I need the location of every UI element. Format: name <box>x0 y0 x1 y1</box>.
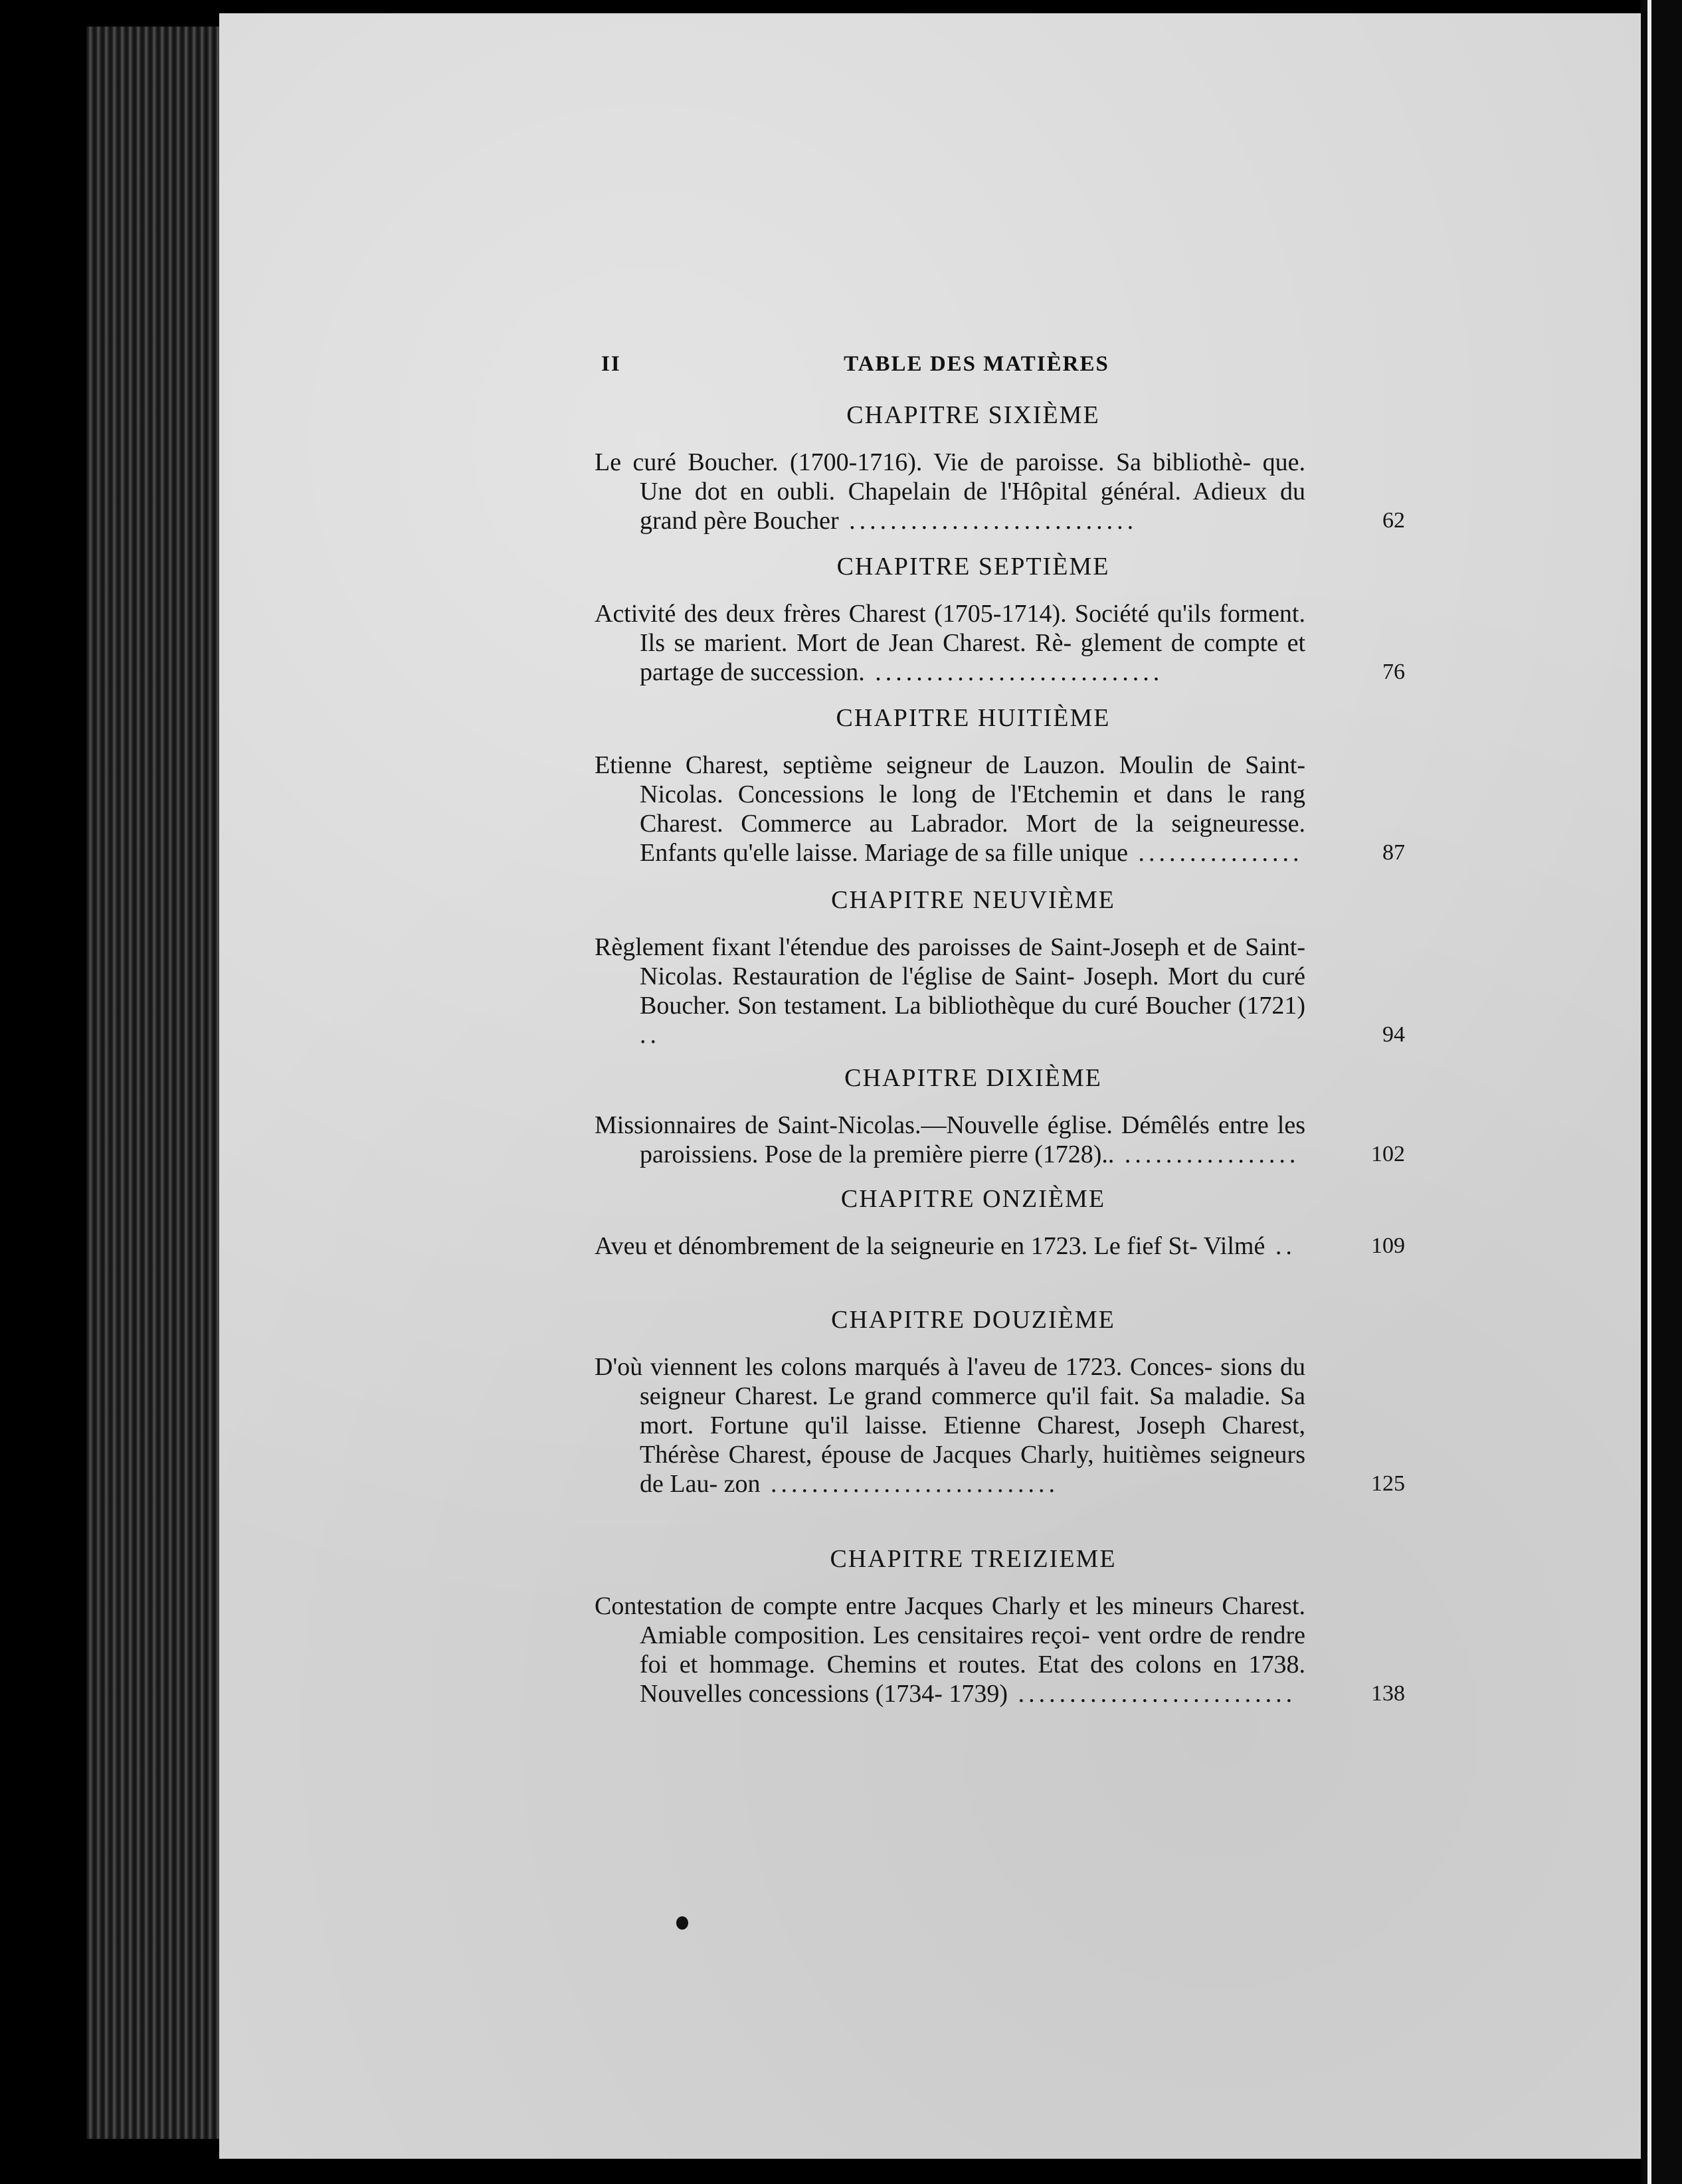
chapter-heading: CHAPITRE TREIZIEME <box>830 1545 1117 1573</box>
summary-line: vent ordre de rendre foi et hommage. Chemins et routes. <box>640 1621 1306 1679</box>
next-page-edge <box>1647 0 1651 2184</box>
page-number: 62 <box>1382 508 1405 533</box>
summary-line: Etienne Charest, septième seigneur de Lauzon. Moulin de <box>595 751 1232 779</box>
summary-line: fait. Sa maladie. Sa mort. Fortune qu'il laisse. <box>640 1382 1306 1439</box>
chapter-heading: CHAPITRE DOUZIÈME <box>831 1306 1115 1334</box>
dot-leader: ............................ <box>838 507 1138 535</box>
chapter-summary <box>595 448 1405 535</box>
summary-line: Le curé Boucher. (1700-1716). Vie de paroisse. Sa bibliothè- <box>595 448 1252 476</box>
running-head <box>601 352 1352 385</box>
summary-line: Règlement fixant l'étendue des paroisses de Saint-Joseph et <box>595 933 1206 961</box>
ink-spot <box>676 1916 688 1930</box>
chapter-summary <box>595 1592 1405 1708</box>
summary-line: entre les paroissiens. Pose de la première pierre (1728).. <box>640 1111 1306 1168</box>
chapter-section <box>595 1061 1405 1169</box>
chapter-heading: CHAPITRE DIXIÈME <box>844 1064 1102 1092</box>
chapter-heading: CHAPITRE NEUVIÈME <box>831 886 1115 914</box>
folio-number: II <box>601 352 621 376</box>
summary-line: dans le rang Charest. Commerce au Labrador. Mort de <box>640 780 1306 838</box>
summary-line: bibliothèque du curé Boucher (1721) <box>928 992 1306 1020</box>
dot-leader: ........................... <box>1008 1680 1297 1708</box>
summary-line: Activité des deux frères Charest (1705-1714). Société qu'ils <box>595 600 1211 628</box>
page-number: 109 <box>1371 1233 1405 1258</box>
dot-leader: ................ <box>1127 839 1303 867</box>
summary-line: Missionnaires de Saint-Nicolas.—Nouvelle église. Démêlés <box>595 1111 1210 1139</box>
chapter-section <box>595 701 1405 867</box>
summary-line: Aveu et dénombrement de la seigneurie en 1723. Le fief St- <box>595 1232 1198 1260</box>
chapter-section <box>595 883 1405 1049</box>
page-number: 76 <box>1382 660 1405 684</box>
chapter-summary <box>595 1352 1405 1499</box>
summary-line: Vilmé <box>1203 1232 1265 1260</box>
chapter-heading: CHAPITRE HUITIÈME <box>836 704 1111 732</box>
chapter-summary <box>595 751 1405 867</box>
summary-line: Charest. Amiable composition. Les censitaires reçoi- <box>640 1592 1305 1649</box>
summary-line: sions du seigneur Charest. Le grand commerce qu'il <box>640 1353 1306 1410</box>
dot-leader: ............................ <box>760 1470 1059 1498</box>
scan-border-left <box>0 0 100 2184</box>
page-number: 138 <box>1371 1681 1405 1706</box>
chapter-section <box>595 550 1405 687</box>
summary-line: zon <box>723 1470 761 1498</box>
chapter-section <box>595 399 1405 535</box>
chapter-section <box>595 1182 1405 1261</box>
page-number: 125 <box>1371 1471 1405 1496</box>
dot-leader: ............................ <box>864 658 1164 686</box>
chapter-summary <box>595 933 1405 1049</box>
page-number: 102 <box>1371 1142 1405 1166</box>
summary-line: 1739) <box>949 1680 1008 1708</box>
summary-line: Etienne Charest, Joseph Charest, Thérèse Charest, <box>640 1411 1305 1469</box>
summary-line: épouse de Jacques Charly, huitièmes seigneurs de Lau- <box>640 1441 1305 1498</box>
summary-line: Contestation de compte entre Jacques Charly et les mineurs <box>595 1592 1214 1620</box>
chapter-section <box>595 1542 1405 1708</box>
summary-line: D'où viennent les colons marqués à l'aveu de 1723. Conces- <box>595 1353 1213 1381</box>
dot-leader: .. <box>640 1021 660 1049</box>
chapter-summary <box>595 599 1405 687</box>
page-number: 94 <box>1382 1022 1405 1047</box>
chapter-summary <box>595 1111 1405 1169</box>
chapter-heading: CHAPITRE SEPTIÈME <box>836 553 1110 581</box>
summary-line: Saint-Nicolas. Concessions le long de l'Etchemin et <box>640 751 1305 808</box>
chapter-section <box>595 1303 1405 1499</box>
page-title: TABLE DES MATIÈRES <box>844 352 1109 376</box>
chapter-heading: CHAPITRE ONZIÈME <box>840 1185 1106 1213</box>
summary-line: Joseph. Mort du curé Boucher. Son testament. La <box>640 962 1305 1020</box>
summary-line: Etat des colons en 1738. Nouvelles concessions (1734- <box>640 1651 1306 1708</box>
summary-line: la seigneuresse. Enfants qu'elle laisse. Mariage de sa <box>640 810 1306 867</box>
page-number: 87 <box>1382 840 1405 865</box>
summary-line: que. Une dot en oubli. Chapelain de l'Hôpital général. <box>640 448 1305 505</box>
dot-leader: ................. <box>1114 1140 1300 1168</box>
chapter-summary <box>595 1231 1405 1261</box>
summary-line: forment. Ils se marient. Mort de Jean Charest. Rè- <box>640 600 1305 657</box>
dot-leader: .. <box>1265 1232 1296 1260</box>
summary-line: glement de compte et partage de succession. <box>640 629 1306 686</box>
summary-line: de Saint-Nicolas. Restauration de l'église de Saint- <box>640 933 1306 990</box>
summary-line: fille unique <box>1012 839 1128 867</box>
chapter-heading: CHAPITRE SIXIÈME <box>846 401 1100 429</box>
summary-line: Adieux du grand père Boucher <box>640 478 1305 535</box>
